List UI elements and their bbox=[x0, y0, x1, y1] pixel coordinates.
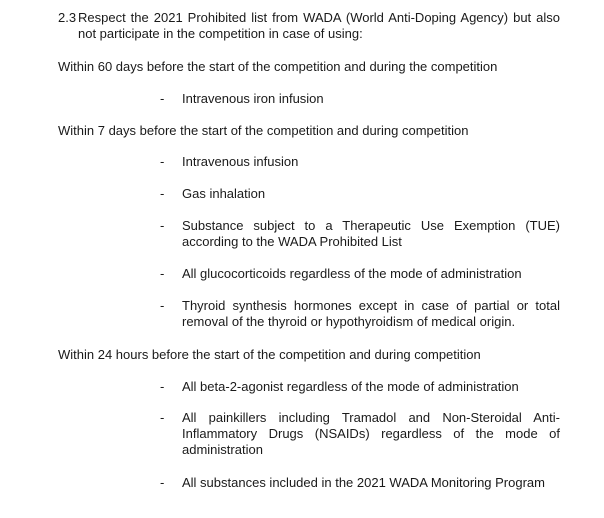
list-item-text: Intravenous infusion bbox=[182, 154, 299, 169]
list-item-text: Substance subject to a Therapeutic Use Exemption (TUE) according to the WADA Prohibited List bbox=[182, 218, 560, 249]
bullet-dash: - bbox=[160, 218, 165, 233]
bullet-dash: - bbox=[160, 266, 165, 281]
bullet-dash: - bbox=[160, 379, 165, 394]
list-item bbox=[160, 186, 560, 202]
bullet-dash: - bbox=[160, 298, 165, 313]
section-heading-24-hours: Within 24 hours before the start of the competition and during competition bbox=[58, 347, 481, 362]
bullet-dash: - bbox=[160, 410, 165, 425]
list-item bbox=[160, 154, 560, 170]
list-item bbox=[160, 266, 560, 282]
list-item-text: Gas inhalation bbox=[182, 186, 266, 201]
section-heading-7-days: Within 7 days before the start of the competition and during competition bbox=[58, 123, 469, 138]
bullet-dash: - bbox=[160, 91, 165, 106]
clause-2-3 bbox=[58, 10, 560, 42]
bullet-dash: - bbox=[160, 475, 165, 490]
section-heading-60-days: Within 60 days before the start of the competition and during the competition bbox=[58, 59, 498, 74]
list-item-text: All substances included in the 2021 WADA Monitoring Program bbox=[182, 475, 545, 490]
list-item bbox=[160, 379, 560, 395]
list-item bbox=[160, 475, 560, 491]
clause-number: 2.3 bbox=[58, 10, 77, 25]
list-item bbox=[160, 410, 560, 458]
bullet-dash: - bbox=[160, 154, 165, 169]
list-item-text: All beta-2-agonist regardless of the mode of administration bbox=[182, 379, 519, 394]
list-item bbox=[160, 218, 560, 250]
list-item-text: All painkillers including Tramadol and Non-Steroidal Anti-Inflammatory Drugs (NSAIDs) regardless of the mode of administration bbox=[182, 410, 560, 457]
list-item-text: Intravenous iron infusion bbox=[182, 91, 324, 106]
list-item bbox=[160, 91, 560, 107]
list-item-text: All glucocorticoids regardless of the mode of administration bbox=[182, 266, 522, 281]
list-item-text: Thyroid synthesis hormones except in case of partial or total removal of the thyroid or hypothyroidism of medical origin. bbox=[182, 298, 560, 329]
list-item bbox=[160, 298, 560, 330]
clause-text: Respect the 2021 Prohibited list from WADA (World Anti-Doping Agency) but also not participate in the competition in case of using: bbox=[78, 10, 560, 41]
bullet-dash: - bbox=[160, 186, 165, 201]
